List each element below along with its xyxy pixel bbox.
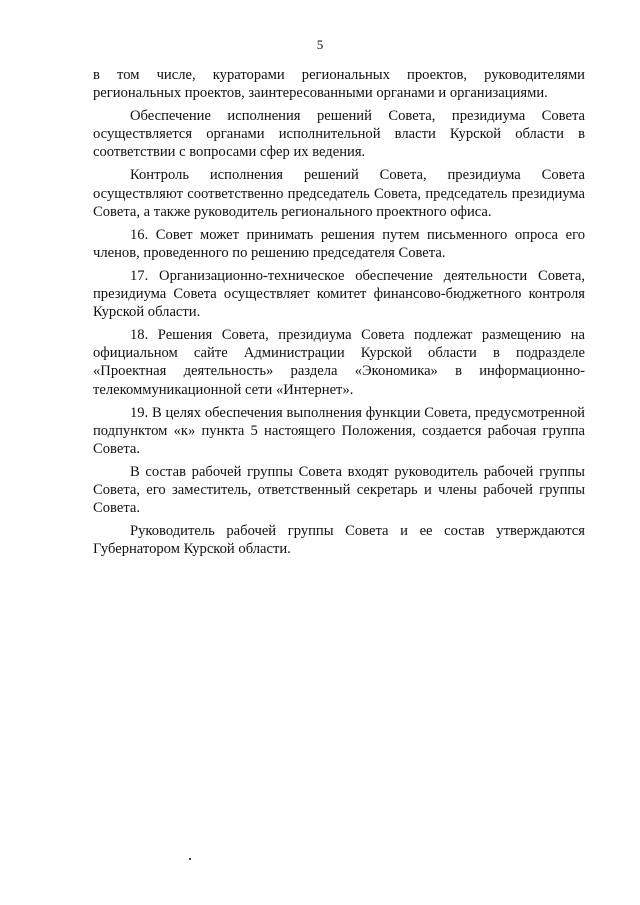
paragraph-item-16: 16. Совет может принимать решения путем письменного опроса его членов, проведенного по решению председателя Совета.	[93, 226, 585, 261]
paragraph-item-19: 19. В целях обеспечения выполнения функции Совета, предусмотренной подпунктом «к» пункта 5 настоящего Положения, создается рабочая группа Совета.	[93, 404, 585, 457]
page-number: 5	[316, 37, 324, 52]
paragraph-execution-control: Контроль исполнения решений Совета, президиума Совета осуществляют соответственно председатель Совета, председатель президиума Совета, а также руководитель регионального проектного офиса.	[93, 167, 585, 220]
paragraph-continuation: в том числе, кураторами региональных проектов, руководителями региональных проектов, заинтересованными органами и организациями.	[93, 67, 585, 102]
document-body	[93, 66, 585, 563]
paragraph-item-18: 18. Решения Совета, президиума Совета подлежат размещению на официальном сайте Администрации Курской области в подразделе «Проектная деятельность» раздела «Экономика» в информационно-телекоммуникационной сети «Интернет».	[93, 327, 585, 398]
scan-speck	[189, 858, 191, 860]
paragraph-item-17: 17. Организационно-техническое обеспечение деятельности Совета, президиума Совета осуществляет комитет финансово-бюджетного контроля Курской области.	[93, 267, 585, 321]
paragraph-working-group-approval: Руководитель рабочей группы Совета и ее состав утверждаются Губернатором Курской области.	[93, 523, 585, 558]
paragraph-execution-support: Обеспечение исполнения решений Совета, президиума Совета осуществляется органами исполнительной власти Курской области в соответствии с вопросами сфер их ведения.	[93, 108, 585, 161]
paragraph-working-group-composition: В состав рабочей группы Совета входят руководитель рабочей группы Совета, его заместитель, ответственный секретарь и члены рабочей группы Совета.	[93, 463, 585, 517]
